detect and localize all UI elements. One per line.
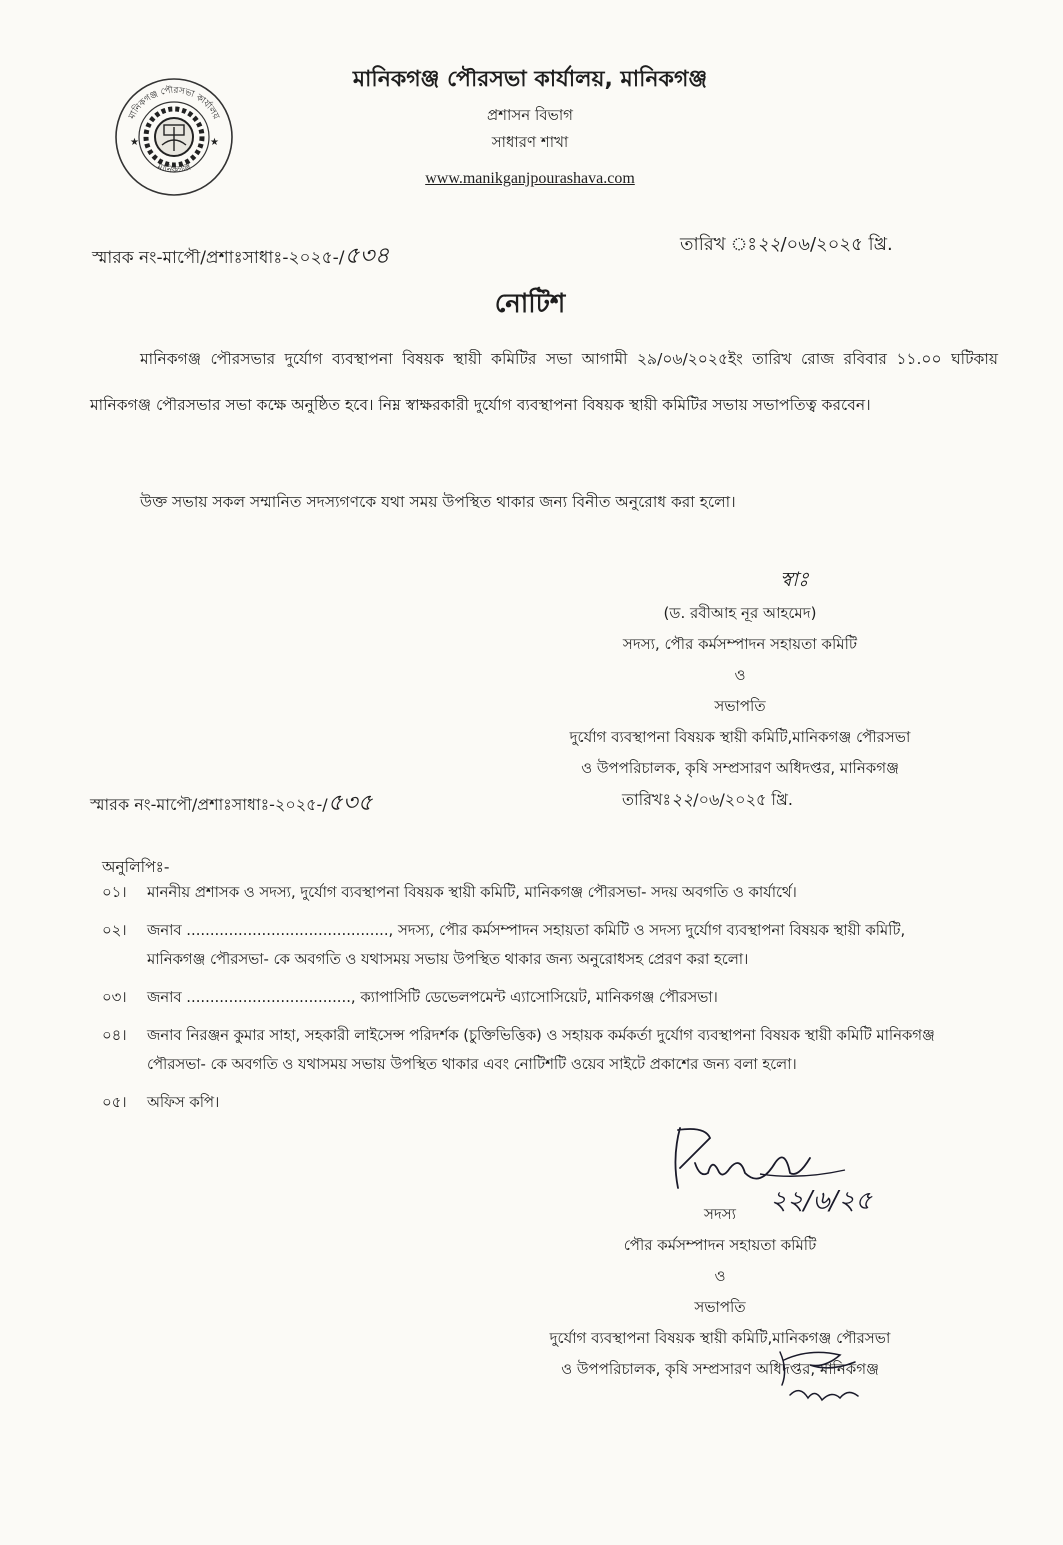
- signatory-name: (ড. রবীআহ নূর আহমেদ): [663, 604, 817, 622]
- svg-text:★: ★: [130, 137, 139, 148]
- list-item: [102, 1021, 962, 1079]
- memo-date: [680, 230, 893, 261]
- list-item-text: জনাব নিরঞ্জন কুমার সাহা, সহকারী লাইসেন্স পরিদর্শক (চুক্তিভিত্তিক) ও সহায়ক কর্মকর্তা দুর্যোগ ব্যবস্থাপনা বিষয়ক স্থায়ী কমিটি মানিকগঞ্জ পৌরসভা- কে অবগতি ও যথাসময় সভায় উপস্থিত থাকার এবং নোটিশটি ওয়েব সাইটে প্রকাশের জন্য বলা হলো।: [147, 1027, 935, 1073]
- date2-day-handwritten: ২২: [671, 790, 694, 810]
- memo-number-handwritten: ৫৩৪: [344, 243, 390, 269]
- signatory-1-line3: সভাপতি: [714, 697, 766, 715]
- svg-text:মানিকগঞ্জ পৌরসভা কার্যালয়: মানিকগঞ্জ পৌরসভা কার্যালয়: [127, 85, 221, 122]
- signatory-2-line6: ও উপপরিচালক, কৃষি সম্প্রসারণ অধিদপ্তর, মানিকগঞ্জ: [561, 1360, 879, 1378]
- website-link[interactable]: www.manikganjpourashava.com: [425, 170, 635, 187]
- memo2-prefix: স্মারক নং-মাপৌ/প্রশাঃসাধাঃ-২০২৫-/: [90, 795, 328, 814]
- office-name: মানিকগঞ্জ পৌরসভা কার্যালয়, মানিকগঞ্জ: [352, 67, 708, 92]
- municipality-seal-logo: [112, 75, 236, 199]
- signature-mark: স্বাঃ: [780, 567, 809, 591]
- notice-paragraph-1: মানিকগঞ্জ পৌরসভার দুর্যোগ ব্যবস্থাপনা বিষয়ক স্থায়ী কমিটির সভা আগামী ২৯/০৬/২০২৫ইং তারিখ রোজ রবিবার ১১.০০ ঘটিকায় মানিকগঞ্জ পৌরসভার সভা কক্ষে অনুষ্ঠিত হবে। নিম্ন স্বাক্ষরকারী দুর্যোগ ব্যবস্থাপনা বিষয়ক স্থায়ী কমিটির সভায় সভাপতিত্ব করবেন।: [90, 350, 998, 414]
- list-item-number: ০১।: [102, 884, 127, 901]
- list-item-number: ০৫।: [102, 1094, 127, 1111]
- date-prefix: তারিখ ঃ: [680, 234, 758, 255]
- list-item: [102, 983, 962, 1012]
- signatory-2-block: [480, 1199, 960, 1385]
- list-item-text: জনাব ..........................................., সদস্য, পৌর কর্মসম্পাদন সহায়তা কমিটি ও সদস্য দুর্যোগ ব্যবস্থাপনা বিষয়ক স্থায়ী কমিটি, মানিকগঞ্জ পৌরসভা- কে অবগতি ও যথাসময় সভায় উপস্থিত থাকার জন্য অনুরোধসহ প্রেরণ করা হলো।: [147, 922, 906, 968]
- list-item-number: ০৪।: [102, 1027, 127, 1044]
- memo-number-line: [92, 237, 389, 276]
- memo2-number-handwritten: ৫৩৫: [327, 790, 373, 816]
- date-rest: /০৬/২০২৫ খ্রি.: [780, 234, 893, 255]
- signatory-2-line2: পৌর কর্মসম্পাদন সহায়তা কমিটি: [623, 1236, 817, 1254]
- department-name: প্রশাসন বিভাগ: [486, 106, 574, 124]
- signatory-2-line3: ও: [714, 1267, 726, 1285]
- date-day-handwritten: ২২: [757, 234, 781, 255]
- list-item-text: অফিস কপি।: [147, 1094, 220, 1111]
- svg-text:★: ★: [210, 137, 219, 148]
- handwritten-date: ২২/৬/২৫: [770, 1186, 873, 1216]
- memo-number-line-2: [90, 784, 373, 823]
- signatory-2-line4: সভাপতি: [694, 1298, 746, 1316]
- signatory-2-line5: দুর্যোগ ব্যবস্থাপনা বিষয়ক স্থায়ী কমিটি,মানিকগঞ্জ পৌরসভা: [549, 1329, 891, 1347]
- list-item-text: জনাব ..................................., ক্যাপাসিটি ডেভেলপমেন্ট এ্যাসোসিয়েট, মানিকগঞ্জ পৌরসভা।: [147, 989, 718, 1006]
- svg-text:মানিকগঞ্জ: মানিকগঞ্জ: [155, 162, 193, 176]
- list-item: [102, 1088, 962, 1117]
- date2-rest: /০৬/২০২৫ খ্রি.: [693, 790, 794, 809]
- branch-name: সাধারণ শাখা: [491, 133, 569, 151]
- signatory-1-line2: ও: [734, 666, 746, 684]
- signatory-1-line1: সদস্য, পৌর কর্মসম্পাদন সহায়তা কমিটি: [622, 635, 858, 653]
- list-item-number: ০৩।: [102, 989, 127, 1006]
- memo2-date: [622, 787, 793, 815]
- signatory-2-line1: সদস্য: [703, 1205, 737, 1223]
- notice-title: নোটিশ: [494, 289, 566, 319]
- list-item-number: ০২।: [102, 922, 127, 939]
- initial-signature: [770, 1340, 870, 1410]
- notice-paragraph-2: উক্ত সভায় সকল সম্মানিত সদস্যগণকে যথা সময় উপস্থিত থাকার জন্য বিনীত অনুরোধ করা হলো।: [140, 493, 736, 511]
- list-item-text: মাননীয় প্রশাসক ও সদস্য, দুর্যোগ ব্যবস্থাপনা বিষয়ক স্থায়ী কমিটি, মানিকগঞ্জ পৌরসভা- সদয় অবগতি ও কার্যার্থে।: [147, 884, 797, 901]
- date2-prefix: তারিখঃ: [622, 790, 672, 809]
- signatory-1-line4: দুর্যোগ ব্যবস্থাপনা বিষয়ক স্থায়ী কমিটি,মানিকগঞ্জ পৌরসভা: [569, 728, 911, 746]
- list-item: [102, 878, 962, 907]
- copies-list: [102, 878, 962, 1126]
- copies-title: অনুলিপিঃ-: [102, 858, 170, 876]
- list-item: [102, 916, 962, 974]
- signatory-1-line5: ও উপপরিচালক, কৃষি সম্প্রসারণ অধিদপ্তর, মানিকগঞ্জ: [581, 759, 899, 777]
- memo-prefix: স্মারক নং-মাপৌ/প্রশাঃসাধাঃ-২০২৫-/: [92, 248, 345, 268]
- signatory-1-block: [500, 598, 980, 784]
